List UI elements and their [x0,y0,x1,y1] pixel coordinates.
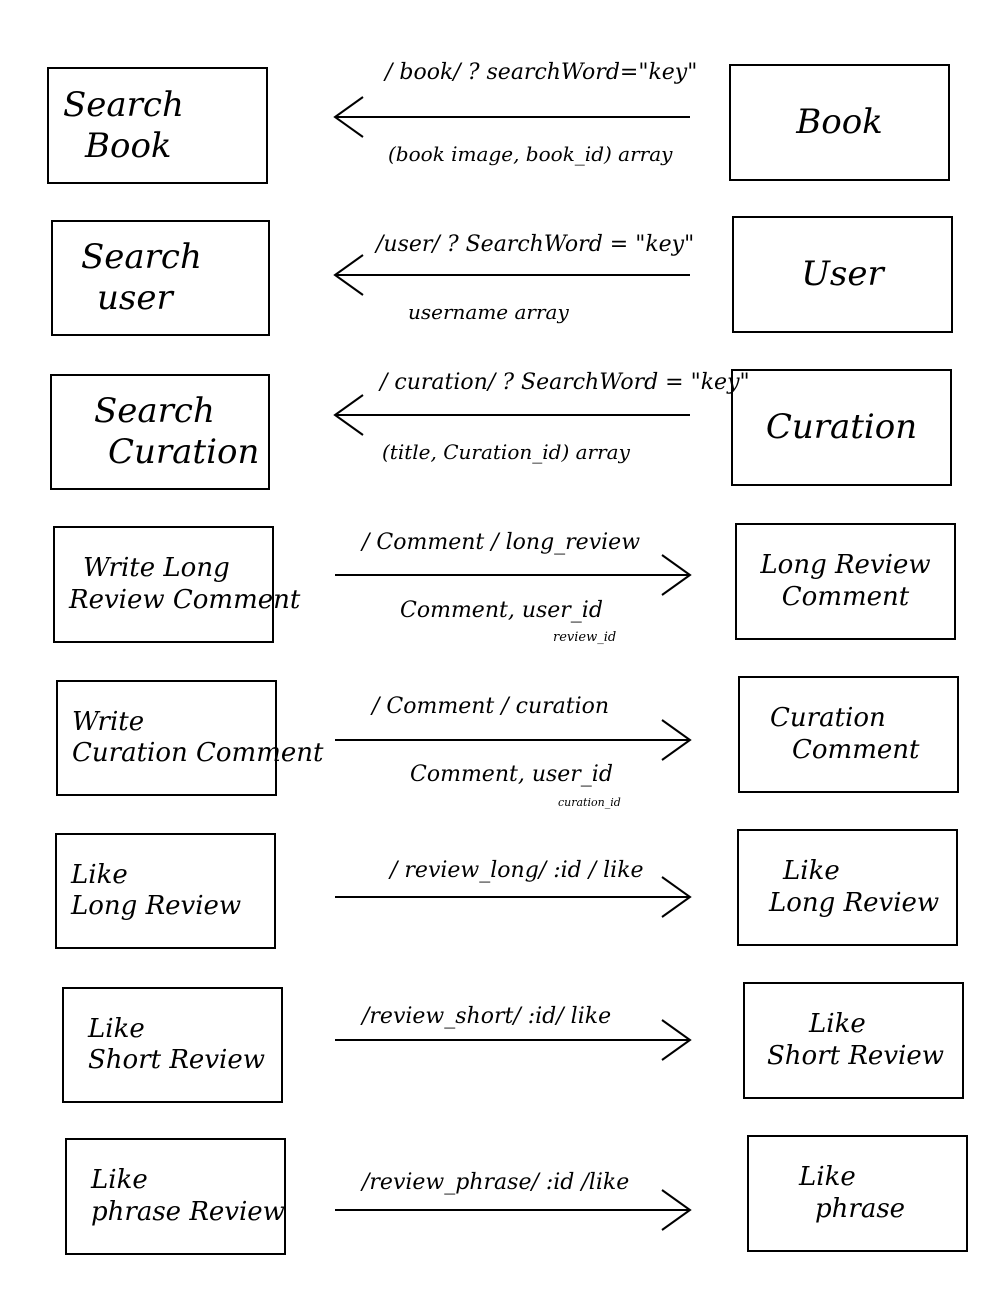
payload-sublabel: review_id [553,630,617,645]
box-label: Long Review [769,887,940,918]
like-long-review-target-box [737,829,958,946]
endpoint-label: /review_phrase/ :id /like [362,1170,630,1195]
box-label: Curation [770,703,886,734]
like-short-review-target-box [743,982,964,1099]
like-long-review-box [55,833,276,949]
payload-label: username array [408,300,569,324]
box-label: phrase Review [91,1196,285,1227]
box-label: User [801,254,884,295]
box-label: Book [796,102,883,143]
search-user-box [51,220,270,336]
box-label: Like [783,856,840,887]
box-label: phrase [815,1193,906,1224]
box-label: user [97,278,173,318]
endpoint-label: /user/ ? SearchWord = "key" [376,232,695,257]
endpoint-label: / curation/ ? SearchWord = "key" [380,370,750,395]
box-label: Short Review [88,1045,265,1075]
box-label: Review Comment [69,584,301,615]
box-label: Search [94,391,215,432]
box-label: Long Review [71,891,242,921]
search-curation-box [50,374,270,490]
curation-box [731,369,952,486]
like-short-review-box [62,987,283,1103]
book-box [729,64,950,181]
box-label: Comment [781,581,910,612]
payload-sublabel: curation_id [558,796,621,809]
box-label: Write [72,706,145,737]
payload-label: (book image, book_id) array [388,142,673,166]
user-box [732,216,953,333]
box-label: Like [91,1165,148,1196]
box-label: Like [88,1013,145,1044]
endpoint-label: / book/ ? searchWord="key" [385,60,698,85]
payload-label: Comment, user_id [410,762,613,787]
endpoint-label: /review_short/ :id/ like [362,1004,612,1029]
box-label: Search [63,84,184,125]
payload-label: (title, Curation_id) array [382,440,630,464]
like-phrase-box [747,1135,968,1252]
like-phrase-review-box [65,1138,286,1255]
endpoint-label: / Comment / long_review [362,530,641,555]
payload-label: Comment, user_id [400,598,603,623]
search-book-box [47,67,268,184]
endpoint-label: / Comment / curation [372,694,610,719]
write-curation-comment-box [56,680,324,796]
box-label: Book [85,125,172,166]
curation-comment-box [738,676,959,793]
box-label: Curation Comment [72,738,324,768]
box-label: Write Long [83,553,230,584]
box-label: Curation [108,432,260,472]
box-label: Like [71,859,128,890]
box-label: Short Review [767,1040,944,1071]
box-label: Like [799,1162,856,1193]
endpoint-label: / review_long/ :id / like [390,858,644,883]
box-label: Curation [765,407,918,448]
write-long-review-comment-box [53,526,301,643]
box-label: Comment [792,734,920,765]
long-review-comment-box [735,523,956,640]
box-label: Like [809,1009,866,1040]
box-label: Long Review [760,550,931,581]
box-label: Search [81,237,202,278]
